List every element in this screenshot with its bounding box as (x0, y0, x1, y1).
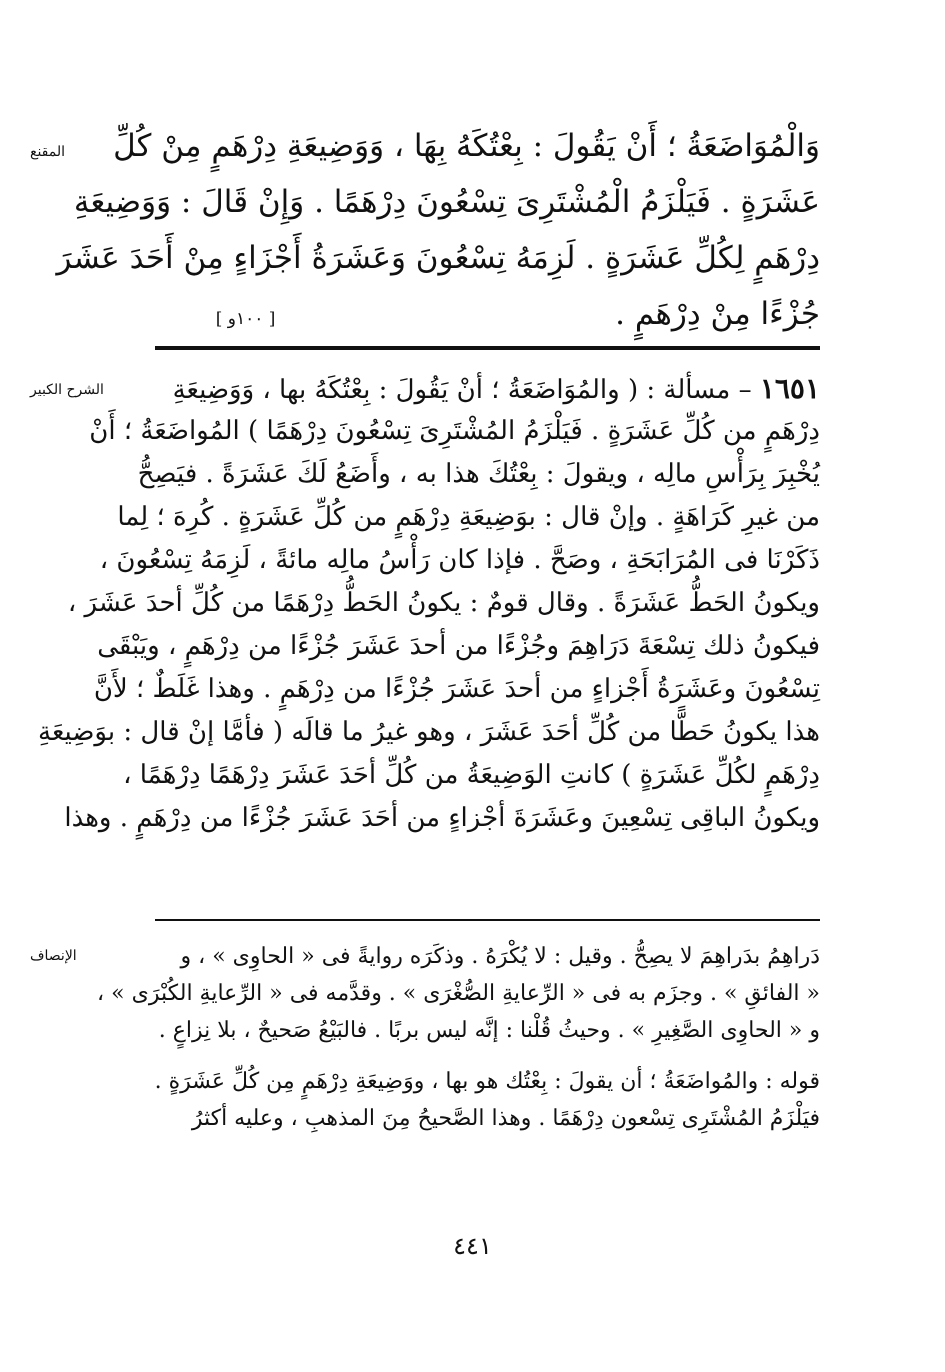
sharh-line: فيكونُ ذلك تِسْعَةَ دَرَاهِمَ وجُزْءًا من أحدَ عَشَرَ جُزْءًا من دِرْهَمٍ ، ويَبْقَى (97, 631, 820, 661)
insaf-line: « الفائقِ » . وجزَم به فى « الرِّعايةِ الصُّغْرَى » . وقدَّمه فى « الرِّعايةِ الكُبْرَى » ، (97, 981, 820, 1006)
muqni-line: عَشَرَةٍ . فَيَلْزَمُ الْمُشْتَرِىَ تِسْعُونَ دِرْهَمًا . وَإِنْ قَالَ : وَوَضِيعَةِ (73, 184, 820, 220)
insaf-paragraph2-line: فيَلْزَمُ المُشْتَرِى تِسْعون دِرْهَمًا . وهذا الصَّحيحُ مِنَ المذهبِ ، وعليه أكثرُ (191, 1106, 820, 1131)
muqni-line: وَالْمُوَاضَعَةُ ؛ أَنْ يَقُولَ : بِعْتُكَهُ بِهَا ، وَوَضِيعَةِ دِرْهَمٍ مِنْ كُلِّ (113, 128, 820, 164)
insaf-text-block (97, 938, 820, 1137)
sharh-line: دِرْهَمٍ من كُلِّ عَشَرَةٍ . فَيَلْزَمُ المُشْتَرِىَ تِسْعُونَ دِرْهَمًا ) المُواضَعَةُ ؛ أَنْ (89, 416, 820, 446)
sharh-line: تِسْعُونَ وعَشَرَةُ أَجْزاءٍ من أحدَ عَشَرَ جُزْءًا من دِرْهَمٍ . وهذا غَلَطٌ ؛ لأَنَّ (93, 674, 820, 704)
muqni-text-block (56, 118, 820, 342)
sharh-line: ويكونُ الباقِى تِسْعِينَ وعَشَرَةَ أجْزاءٍ من أحَدَ عَشَرَ جُزْءًا من دِرْهَمٍ . وهذا (64, 803, 820, 833)
insaf-line: و « الحاوِى الصَّغِيرِ » . وحيثُ قُلْنا : إنَّه ليس بربًا . فالبَيْعُ صَحيحٌ ، بلا نِزاعٍ . (158, 1018, 820, 1043)
page-number: ٤٤١ (453, 1232, 492, 1260)
insaf-line: دَراهِمُ بدَراهِمَ لا يصِحُّ . وقيل : لا يُكْرَهُ . وذكَرَه روايةً فى « الحاوِى » ، و (180, 944, 820, 969)
sharh-line: هذا يكونُ حَطًّا من كُلِّ أحَدَ عَشَرَ ، وهو غيرُ ما قالَه ( فأمَّا إنْ قال : بوَضِيعَةِ (38, 717, 820, 747)
section-label-muqni: المقنع (30, 144, 66, 160)
section-divider-bottom (155, 919, 820, 921)
muqni-last-line (150, 286, 820, 342)
sharh-line: يُخْبِرَ بِرَأْسِ مالِه ، ويقولَ : بِعْتُكَ هذا به ، وأَضَعُ لَكَ عَشَرَةً . فيَصِحُّ (137, 459, 820, 489)
section-label-insaf: الإنصاف (30, 948, 77, 964)
sharh-line: من غيرِ كَرَاهَةٍ . وإنْ قال : بوَضِيعَةِ دِرْهَمٍ من كُلِّ عَشَرَةٍ . كُرِهَ ؛ لِما (117, 502, 820, 532)
section-divider-top (155, 346, 820, 350)
sharh-line: دِرْهَمٍ لكُلِّ عَشَرَةٍ ) كانتِ الوَضِيعَةُ من كُلِّ أحَدَ عَشَرَ دِرْهَمًا دِرْهَمًا ، (123, 760, 820, 790)
section-label-sharh: الشرح الكبير (30, 382, 104, 398)
muqni-last-line-text: جُزْءًا مِنْ دِرْهَمٍ . (615, 296, 820, 332)
folio-reference: [ ١٠٠و ] (215, 309, 276, 329)
sharh-line: ذَكَرْنَا فى المُرَابَحَةِ ، وصَحَّ . فإذا كان رَأْسُ مالِه مائةً ، لَزِمَهُ تِسْعُونَ ، (99, 545, 820, 575)
sharh-first-line-text: – مسألة : ( والمُوَاضَعَةُ ؛ أنْ يَقُولَ : بِعْتُكَهُ بها ، وَوَضِيعَةِ (172, 375, 752, 405)
insaf-paragraph2-line: قوله : والمُواضَعَةُ ؛ أن يقولَ : بِعْتُك هو بها ، ووَضِيعَةِ دِرْهَمٍ مِن كُلِّ عَشَرَةٍ . (154, 1069, 820, 1094)
entry-number: ١٦٥١ (759, 372, 820, 405)
sharh-line: ويكونُ الحَطُّ عَشَرَةً . وقال قومٌ : يكونُ الحَطُّ دِرْهَمًا من كُلِّ أحدَ عَشَرَ ، (67, 588, 820, 618)
sharh-first-line (150, 367, 820, 410)
muqni-line: دِرْهَمٍ لِكُلِّ عَشَرَةٍ . لَزِمَهُ تِسْعُونَ وَعَشَرَةُ أَجْزَاءٍ مِنْ أَحَدَ عَشَرَ (56, 240, 820, 276)
